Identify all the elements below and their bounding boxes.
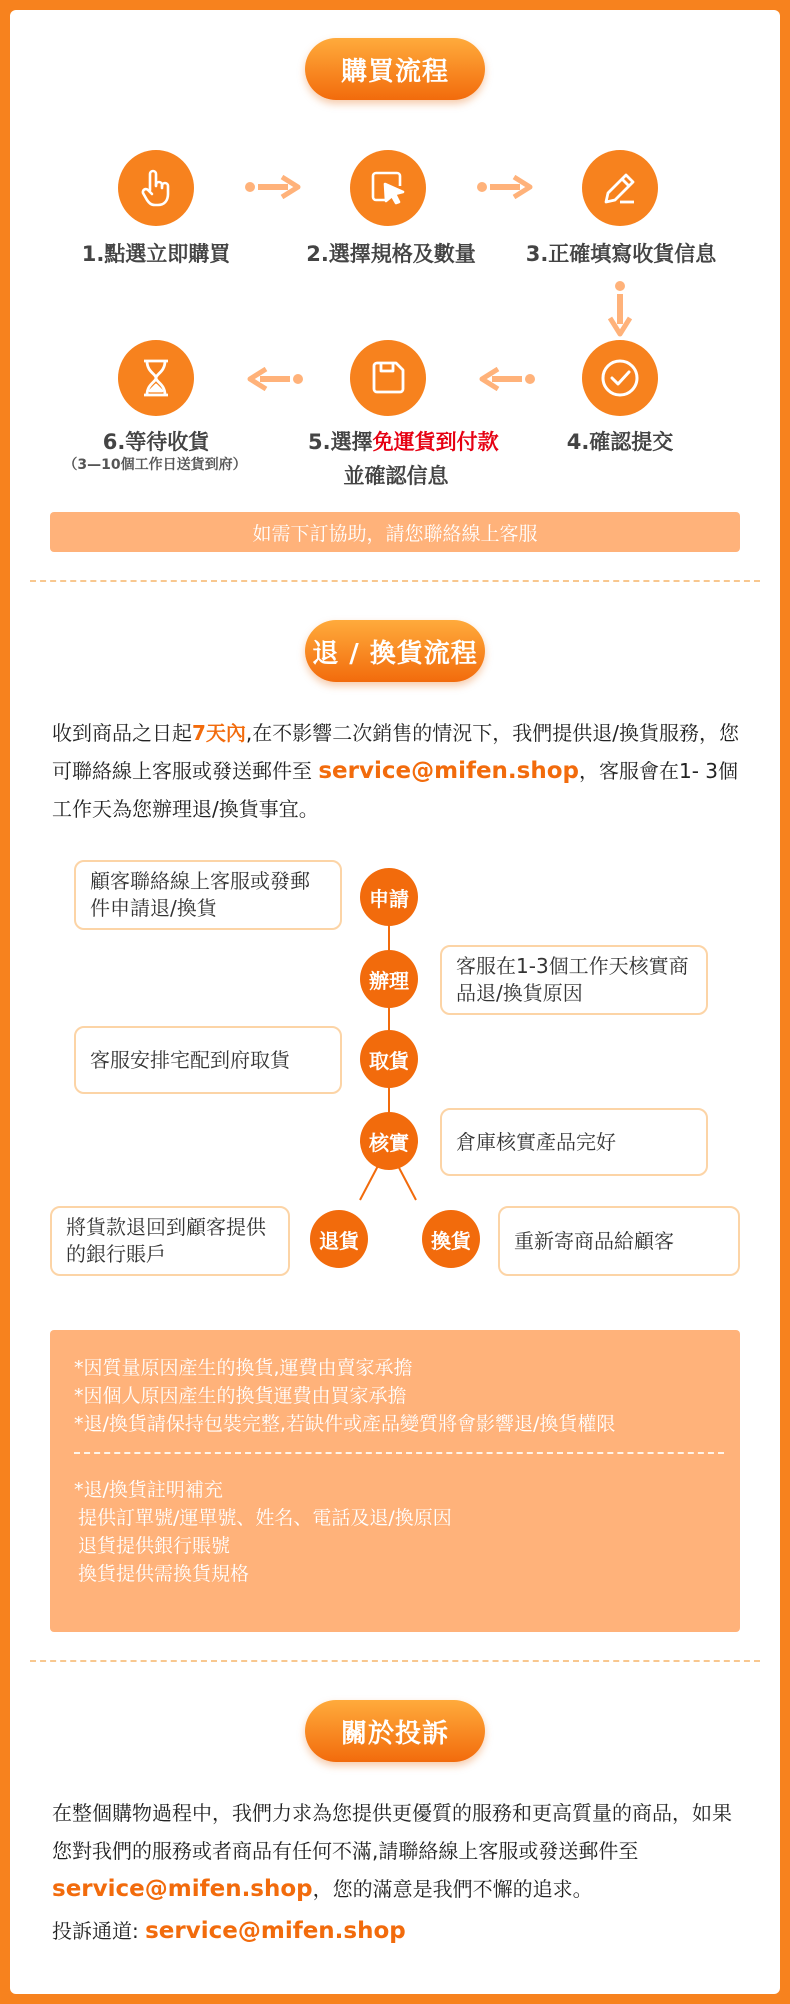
step5-label-line2: 並確認信息 <box>343 464 449 488</box>
step6-label: 6.等待收貨 <box>102 430 210 454</box>
arrow-left-icon <box>244 367 304 391</box>
exchange-bubble <box>498 1206 740 1276</box>
purchase-title: 購買流程 <box>305 38 485 100</box>
complaint-text-part1: 在整個購物過程中，我們力求為您提供更優質的服務和更高質量的商品，如果您對我們的服務或者商品有任何不滿,請聯絡線上客服或發送郵件至 <box>52 1801 732 1863</box>
arrow-right-icon <box>244 175 304 199</box>
note-line: *因個人原因產生的換貨運費由買家承擔 <box>74 1385 407 1407</box>
apply-bubble <box>74 860 342 930</box>
node-exchange: 換貨 <box>422 1210 480 1268</box>
returns-notes <box>50 1330 740 1632</box>
apply-text: 顧客聯絡線上客服或發郵件申請退/換貨 <box>90 869 310 920</box>
verify-text: 倉庫核實產品完好 <box>456 1129 616 1154</box>
intro-part2: ,在不影響二次銷售的情況下，我們提供退/換貨服務，您可聯絡線上客服或發送郵件至 <box>52 721 740 783</box>
node-refund: 退貨 <box>310 1210 368 1268</box>
step5-label-prefix: 5.選擇 <box>308 430 373 454</box>
cursor-click-icon <box>366 166 410 210</box>
step2-label: 2.選擇規格及數量 <box>306 242 476 266</box>
process-bubble <box>440 945 708 1015</box>
complaint-email-link[interactable]: service@mifen.shop <box>52 1876 313 1902</box>
node-verify: 核實 <box>360 1112 418 1170</box>
channel-label: 投訴通道: <box>52 1919 146 1943</box>
node-apply: 申請 <box>360 868 418 926</box>
pencil-icon <box>598 166 642 210</box>
complaint-title: 關於投訴 <box>305 1700 485 1762</box>
page-card <box>10 10 780 1994</box>
step6-sublabel: （3—10個工作日送貨到府） <box>63 457 247 473</box>
step4-circle <box>582 340 658 416</box>
node-process: 辦理 <box>360 950 418 1008</box>
assist-banner: 如需下訂協助，請您聯絡線上客服 <box>50 512 740 552</box>
note-line: 提供訂單號/運單號、姓名、電話及退/換原因 <box>78 1507 452 1529</box>
pickup-text: 客服安排宅配到府取貨 <box>90 1047 290 1072</box>
cod-highlight: 免運貨到付款 <box>372 430 499 454</box>
refund-text: 將貨款退回到顧客提供的銀行賬戶 <box>66 1215 266 1266</box>
node-pickup: 取貨 <box>360 1030 418 1088</box>
notes-divider <box>74 1452 724 1454</box>
divider <box>30 580 760 582</box>
step5-label <box>308 426 548 456</box>
divider <box>30 1660 760 1662</box>
step4-label: 4.確認提交 <box>566 430 674 454</box>
complaint-text-part2: ，您的滿意是我們不懈的追求。 <box>312 1877 593 1901</box>
complaint-text <box>52 1794 742 1908</box>
returns-intro <box>52 714 742 828</box>
hourglass-icon <box>136 356 176 400</box>
returns-email-link[interactable]: service@mifen.shop <box>318 758 579 784</box>
channel-email-link[interactable]: service@mifen.shop <box>145 1918 406 1944</box>
step3-circle <box>582 150 658 226</box>
hand-pointer-icon <box>134 166 178 210</box>
complaint-channel <box>52 1912 742 1950</box>
note-line: 退貨提供銀行賬號 <box>78 1535 231 1557</box>
note-line: *退/換貨請保持包裝完整,若缺件或產品變質將會影響退/換貨權限 <box>74 1413 616 1435</box>
step1-circle <box>118 150 194 226</box>
note-line: *因質量原因產生的換貨,運費由賣家承擔 <box>74 1357 413 1379</box>
note-line: 換貨提供需換貨規格 <box>78 1563 250 1585</box>
seven-days-highlight: 7天內 <box>192 721 246 745</box>
pickup-bubble <box>74 1026 342 1094</box>
step2-circle <box>350 150 426 226</box>
arrow-down-icon <box>608 280 632 340</box>
step5-circle <box>350 340 426 416</box>
check-circle-icon <box>597 355 643 401</box>
arrow-left-icon <box>476 367 536 391</box>
save-disk-icon <box>366 356 410 400</box>
returns-title: 退 / 換貨流程 <box>305 620 485 682</box>
step6-circle <box>118 340 194 416</box>
step1-label: 1.點選立即購買 <box>81 242 231 266</box>
process-text: 客服在1-3個工作天核實商品退/換貨原因 <box>456 954 689 1005</box>
note-line: *退/換貨註明補充 <box>74 1479 223 1501</box>
step3-label: 3.正確填寫收貨信息 <box>525 242 717 266</box>
arrow-right-icon <box>476 175 536 199</box>
exchange-text: 重新寄商品給顧客 <box>514 1228 674 1253</box>
refund-bubble <box>50 1206 290 1276</box>
intro-part1: 收到商品之日起 <box>52 721 192 745</box>
verify-bubble <box>440 1108 708 1176</box>
intro-part3: ，客服會在1- 3個工作天為您辦理退/換貨事宜。 <box>52 759 739 821</box>
